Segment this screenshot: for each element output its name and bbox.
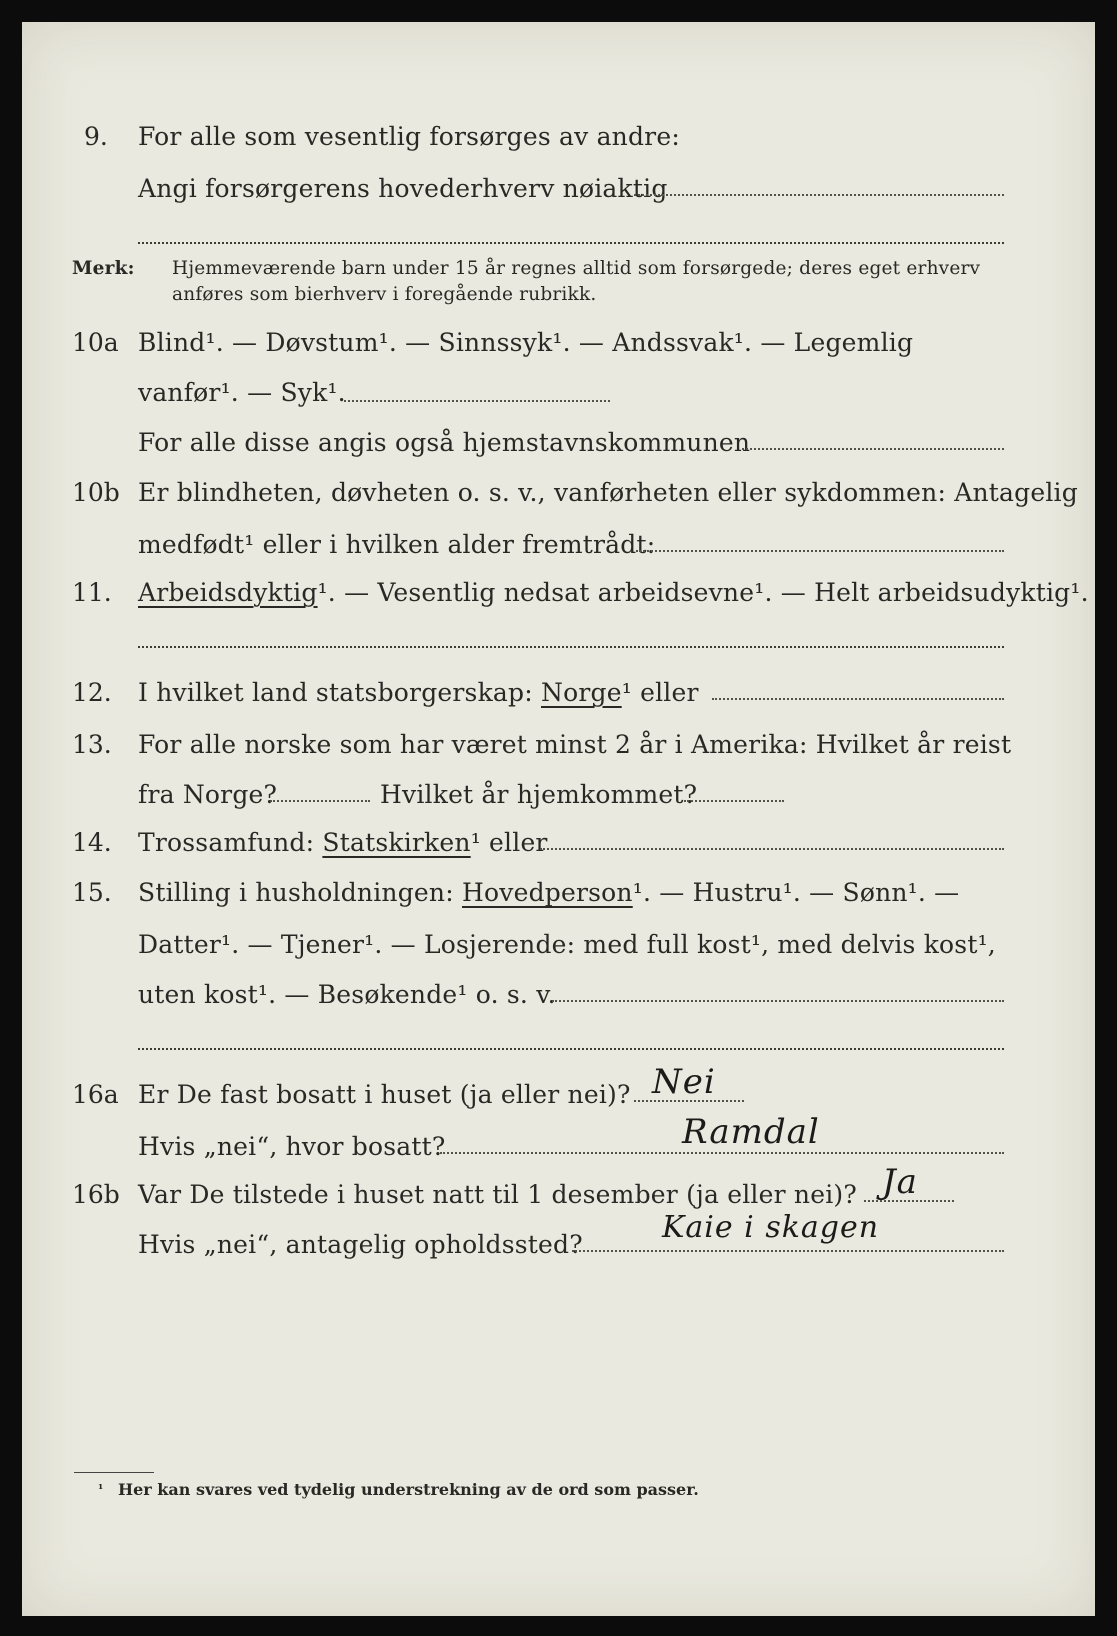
- merk-label: Merk:: [72, 258, 135, 279]
- q10b-answer-line: [636, 550, 1004, 552]
- q12-line: [138, 678, 699, 707]
- q10a-hjemstavn-line: [742, 448, 1004, 450]
- q15-extra-line: [138, 1048, 1004, 1050]
- q12-pre: I hvilket land statsborgerskap:: [138, 678, 533, 707]
- q15-line1: [138, 878, 959, 907]
- q10b-line2: medfødt¹ eller i hvilken alder fremtrådt:: [138, 530, 656, 559]
- q13-line2b: Hvilket år hjemkommet?: [380, 780, 698, 809]
- footnote-mark: ¹: [98, 1482, 104, 1496]
- q14-line: [138, 828, 548, 857]
- q16b-answer2-handwritten: Kaie i skagen: [662, 1210, 880, 1245]
- q16a-line1: Er De fast bosatt i huset (ja eller nei)?: [138, 1080, 631, 1109]
- q16b-number: 16b: [72, 1180, 120, 1209]
- q10a-answer-line: [344, 400, 610, 402]
- q14-number: 14.: [72, 828, 112, 857]
- q10a-line1: Blind¹. — Døvstum¹. — Sinnssyk¹. — Andssvak¹. — Legemlig: [138, 328, 914, 357]
- q16b-line1: Var De tilstede i huset natt til 1 desember (ja eller nei)?: [138, 1180, 857, 1209]
- q14-pre: Trossamfund:: [138, 828, 315, 857]
- q10a-number: 10a: [72, 328, 119, 357]
- q9-answer-line: [634, 194, 1004, 196]
- q10a-line3: For alle disse angis også hjemstavnskommunen: [138, 428, 751, 457]
- q16a-line2: Hvis „nei“, hvor bosatt?: [138, 1132, 446, 1161]
- q15-option-hovedperson: Hovedperson: [462, 878, 633, 907]
- q13-number: 13.: [72, 730, 112, 759]
- q9-line1: For alle som vesentlig forsørges av andre:: [138, 122, 680, 151]
- q16a-number: 16a: [72, 1080, 119, 1109]
- footnote-rule: [74, 1472, 154, 1473]
- q15-line3: uten kost¹. — Besøkende¹ o. s. v.: [138, 980, 556, 1009]
- q16b-answer2-line: [572, 1250, 1004, 1252]
- q14-answer-line: [540, 848, 1004, 850]
- footnote-text: Her kan svares ved tydelig understrekning av de ord som passer.: [118, 1480, 699, 1499]
- q11-rest: ¹. — Vesentlig nedsat arbeidsevne¹. — Helt arbeidsudyktig¹.: [317, 578, 1089, 607]
- q15-line1-rest: ¹. — Hustru¹. — Sønn¹. —: [632, 878, 960, 907]
- q12-number: 12.: [72, 678, 112, 707]
- q15-line2: Datter¹. — Tjener¹. — Losjerende: med full kost¹, med delvis kost¹,: [138, 930, 996, 959]
- q11-line: [138, 578, 1089, 607]
- q10b-line1: Er blindheten, døvheten o. s. v., vanførheten eller sykdommen: Antagelig: [138, 478, 1078, 507]
- merk-line1: Hjemmeværende barn under 15 år regnes alltid som forsørgede; deres eget erhverv: [172, 258, 981, 279]
- q11-option-arbeidsdyktig: Arbeidsdyktig: [138, 578, 318, 607]
- q16b-line2: Hvis „nei“, antagelig opholdssted?: [138, 1230, 583, 1259]
- q11-number: 11.: [72, 578, 112, 607]
- q11-extra-line: [138, 646, 1004, 648]
- q16b-answer1-handwritten: Ja: [882, 1162, 918, 1202]
- q13-hjemkommet-line: [684, 800, 784, 802]
- q12-answer-line: [712, 698, 1004, 700]
- q10b-number: 10b: [72, 478, 120, 507]
- q9-line2: Angi forsørgerens hovederhverv nøiaktig: [138, 174, 668, 203]
- q10a-line2: vanfør¹. — Syk¹.: [138, 378, 346, 407]
- q16a-answer2-handwritten: Ramdal: [682, 1112, 820, 1152]
- q16a-answer1-handwritten: Nei: [652, 1062, 716, 1102]
- q16a-answer2-line: [440, 1152, 1004, 1154]
- q15-number: 15.: [72, 878, 112, 907]
- paper-sheet: [22, 22, 1095, 1616]
- q15-pre: Stilling i husholdningen:: [138, 878, 454, 907]
- q13-line1: For alle norske som har været minst 2 år i Amerika: Hvilket år reist: [138, 730, 1012, 759]
- q14-post: ¹ eller: [470, 828, 548, 857]
- q15-answer-line: [552, 1000, 1004, 1002]
- q14-option-statskirken: Statskirken: [322, 828, 471, 857]
- q12-option-norge: Norge: [541, 678, 622, 707]
- q9-number: 9.: [84, 122, 108, 151]
- q13-line2a: fra Norge?: [138, 780, 278, 809]
- q13-reist-line: [270, 800, 370, 802]
- q9-extra-line: [138, 242, 1004, 244]
- q12-post: ¹ eller: [621, 678, 699, 707]
- merk-line2: anføres som bierhverv i foregående rubrikk.: [172, 284, 597, 305]
